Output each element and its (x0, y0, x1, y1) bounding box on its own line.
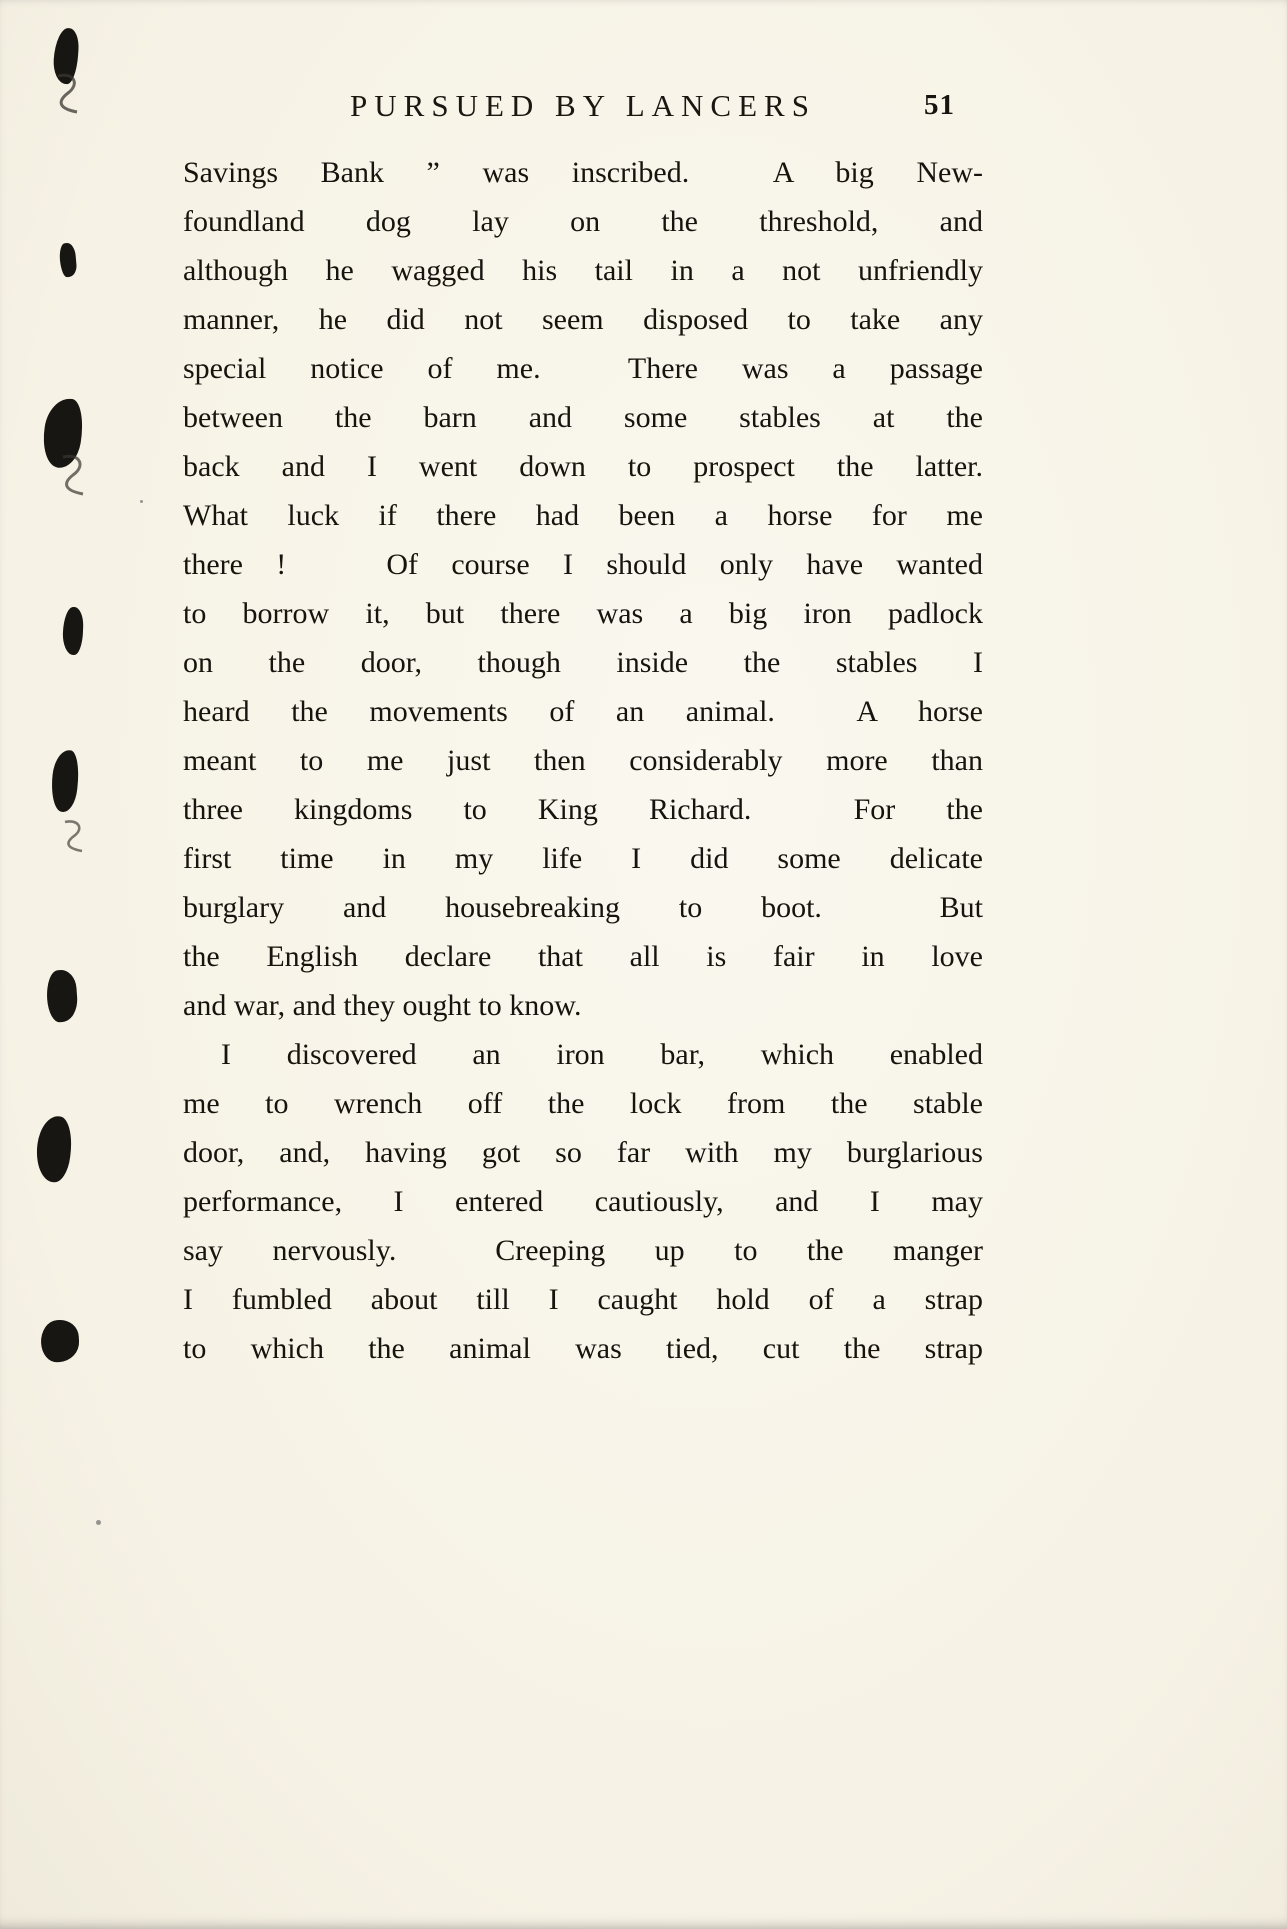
scan-speck (140, 500, 143, 503)
text-line: between the barn and some stables at the (183, 401, 983, 434)
text-line: Savings Bank ” was inscribed. A big New- (183, 156, 983, 189)
text-line: and war, and they ought to know. (183, 989, 582, 1022)
header-title: PURSUED BY LANCERS (350, 88, 816, 123)
ink-blot (49, 749, 81, 813)
ink-blot (45, 969, 79, 1023)
text-line: heard the movements of an animal. A horse (183, 695, 983, 728)
page-body (183, 148, 983, 1373)
text-line: door, and, having got so far with my burglarious (183, 1136, 983, 1169)
text-line: burglary and housebreaking to boot. But (183, 891, 983, 924)
pen-squiggle (58, 818, 88, 854)
ink-blot (59, 242, 78, 277)
text-line: to which the animal was tied, cut the strap (183, 1332, 983, 1365)
text-line: I fumbled about till I caught hold of a strap (183, 1283, 983, 1316)
pen-squiggle (50, 72, 84, 116)
page-number: 51 (924, 89, 955, 121)
text-line: meant to me just then considerably more than (183, 744, 983, 777)
text-line: I discovered an iron bar, which enabled (221, 1038, 983, 1071)
text-line: first time in my life I did some delicate (183, 842, 983, 875)
text-line: special notice of me. There was a passage (183, 352, 983, 385)
text-line: there ! Of course I should only have wanted (183, 548, 983, 581)
text-line: performance, I entered cautiously, and I may (183, 1185, 983, 1218)
ink-blot (40, 1319, 80, 1363)
text-line: me to wrench off the lock from the stable (183, 1087, 983, 1120)
text-line: three kingdoms to King Richard. For the (183, 793, 983, 826)
text-line: say nervously. Creeping up to the manger (183, 1234, 983, 1267)
text-line: to borrow it, but there was a big iron padlock (183, 597, 983, 630)
text-line: back and I went down to prospect the latter. (183, 450, 983, 483)
ink-blot (62, 607, 84, 656)
scan-speck (96, 1520, 101, 1525)
running-header (183, 88, 983, 128)
text-line: on the door, though inside the stables I (183, 646, 983, 679)
text-line: although he wagged his tail in a not unfriendly (183, 254, 983, 287)
text-line: manner, he did not seem disposed to take any (183, 303, 983, 336)
pen-squiggle (54, 452, 90, 498)
text-line: What luck if there had been a horse for me (183, 499, 983, 532)
text-line: foundland dog lay on the threshold, and (183, 205, 983, 238)
text-line: the English declare that all is fair in love (183, 940, 983, 973)
ink-blot (33, 1114, 75, 1184)
